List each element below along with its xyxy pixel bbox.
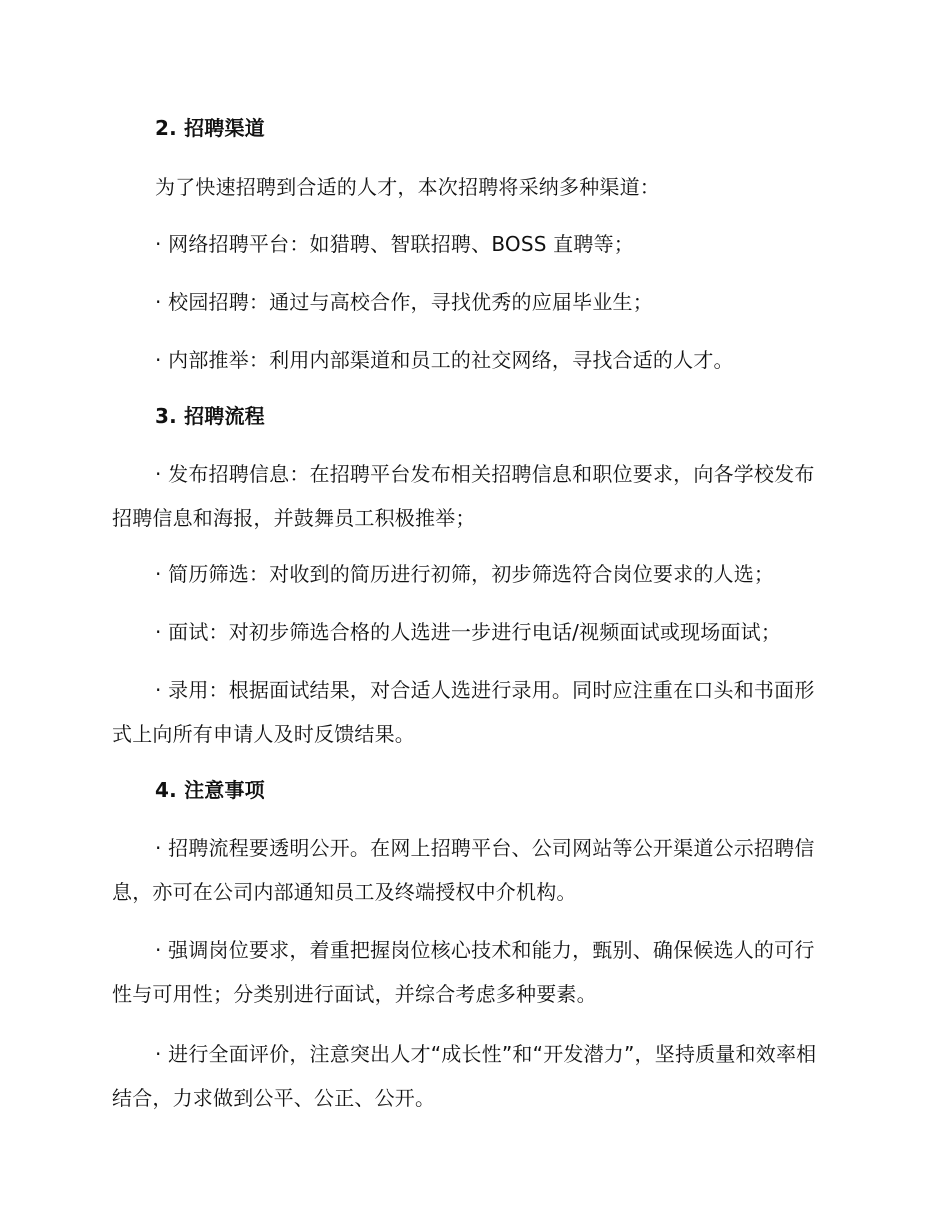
section-2-item-internal: · 内部推举：利用内部渠道和员工的社交网络，寻找合适的人才。 (155, 348, 734, 372)
section-3-item-interview: · 面试：对初步筛选合格的人选进一步进行电话/视频面试或现场面试； (155, 620, 782, 644)
section-3-item-publish: · 发布招聘信息：在招聘平台发布相关招聘信息和职位要求，向各学校发布招聘信息和海报，并鼓舞员工积极推举； (112, 462, 815, 530)
section-4-heading: 4. 注意事项 (155, 778, 265, 802)
section-3-heading: 3. 招聘流程 (155, 404, 265, 428)
section-4-item-requirements: · 强调岗位要求，着重把握岗位核心技术和能力，甄别、确保候选人的可行性与可用性；分类别进行面试，并综合考虑多种要素。 (112, 938, 815, 1006)
section-4-item-transparency: · 招聘流程要透明公开。在网上招聘平台、公司网站等公开渠道公示招聘信息，亦可在公司内部通知员工及终端授权中介机构。 (112, 836, 815, 904)
section-4-item-evaluation: · 进行全面评价，注意突出人才“成长性”和“开发潜力”，坚持质量和效率相结合，力求做到公平、公正、公开。 (112, 1042, 817, 1110)
section-3-item-screening: · 简历筛选：对收到的简历进行初筛，初步筛选符合岗位要求的人选； (155, 562, 775, 586)
section-2-item-online: · 网络招聘平台：如猎聘、智联招聘、BOSS 直聘等； (155, 232, 634, 256)
section-3-item-hiring: · 录用：根据面试结果，对合适人选进行录用。同时应注重在口头和书面形式上向所有申请人及时反馈结果。 (112, 678, 815, 746)
section-2-item-campus: · 校园招聘：通过与高校合作，寻找优秀的应届毕业生； (155, 290, 653, 314)
section-2-heading: 2. 招聘渠道 (155, 116, 265, 140)
section-2-intro: 为了快速招聘到合适的人才，本次招聘将采纳多种渠道： (155, 175, 660, 199)
